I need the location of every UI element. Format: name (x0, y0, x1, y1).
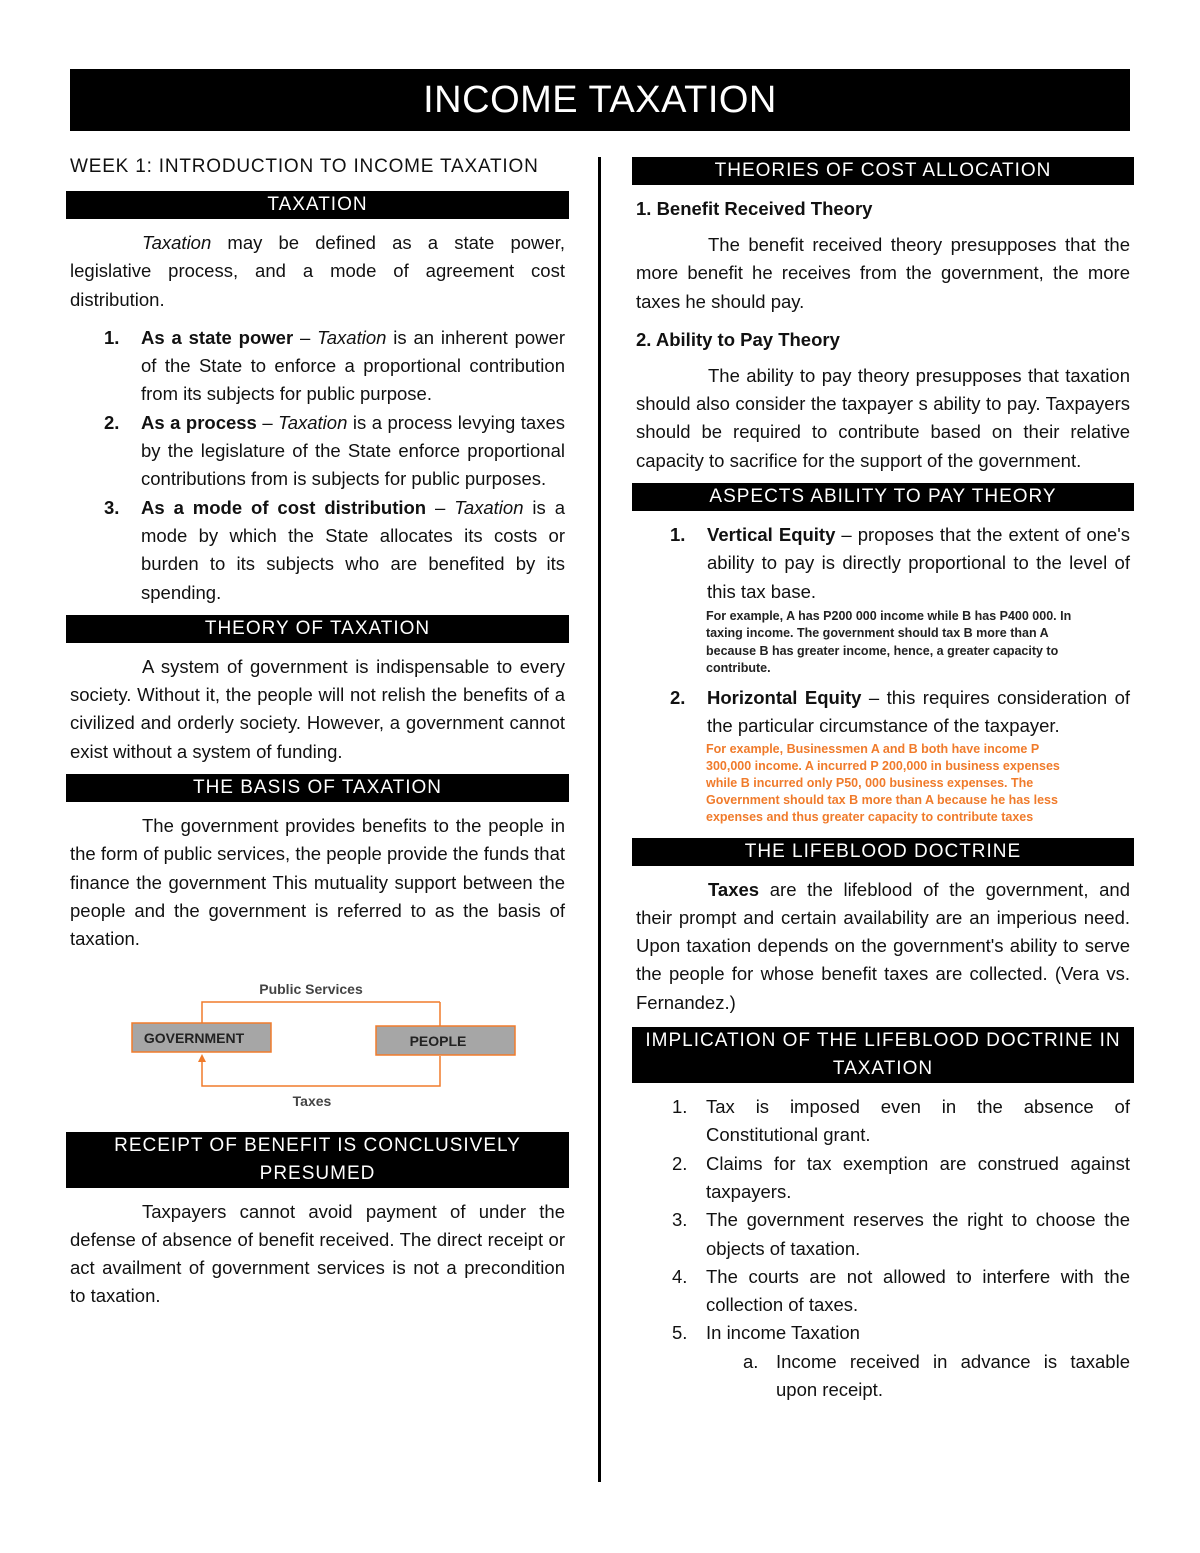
list-number: 2. (672, 1152, 688, 1174)
horizontal-equity-example: For example, Businessmen A and B both have income P 300,000 income. A incurred P 200,000 in business expenses while B incurred only P50, 000 business expenses. The Government should tax B more than A because he has less expenses and thus greater capacity to contribute taxes (706, 741, 1060, 824)
people-label: PEOPLE (409, 1032, 467, 1049)
list-number: 5. (672, 1322, 688, 1344)
list-item-dash: – (293, 326, 318, 348)
list-number: 1. (672, 1096, 688, 1118)
list-number: 2. (104, 411, 120, 433)
left-column (66, 150, 569, 1311)
aspects-list-2 (632, 684, 1134, 741)
list-item-dash: – (426, 496, 455, 518)
arrowhead-to-government (198, 1054, 206, 1062)
section-heading-theory: THEORY OF TAXATION (66, 615, 569, 643)
column-divider (598, 157, 601, 1482)
taxation-list (66, 324, 569, 607)
government-label: GOVERNMENT (143, 1029, 245, 1046)
list-item-title: As a state power (141, 326, 294, 348)
vertical-equity-example: For example, A has P200 000 income while B has P400 000. In taxing income. The government should tax B more than A because B has greater income, hence, a greater capacity to contribute. (706, 608, 1072, 676)
list-item-text: is a mode by which the State allocates its costs or burden to its subjects who are benefited by its spending. (141, 496, 565, 603)
receipt-text: Taxpayers cannot avoid payment of under the defense of absence of benefit received. The direct receipt or act availment of government services is not a precondition to taxation. (70, 1200, 565, 1307)
lifeblood-text (632, 876, 1134, 1017)
list-item (632, 1263, 1134, 1320)
section-heading-taxation: TAXATION (66, 191, 569, 219)
public-services-diagram (66, 974, 569, 1114)
list-item-term: Taxation (278, 411, 348, 433)
list-item-term: Taxation (454, 496, 524, 518)
list-item-text: – this requires consideration of the particular circumstance of the taxpayer. (707, 686, 1130, 737)
right-column (632, 150, 1134, 1404)
basis-text: The government provides benefits to the people in the form of public services, the people provide the funds that finance the government This mutuality support between the people and the government is referred to as the basis of taxation. (70, 815, 565, 950)
list-item (632, 684, 1134, 741)
list-number: 1. (104, 326, 120, 348)
list-item (632, 1150, 1134, 1207)
list-item (632, 1093, 1134, 1150)
list-number: 3. (104, 496, 120, 518)
list-item (66, 324, 569, 409)
benefit-theory-title: 1. Benefit Received Theory (636, 198, 873, 219)
section-heading-implication: IMPLICATION OF THE LIFEBLOOD DOCTRINE IN TAXATION (632, 1027, 1134, 1083)
section-heading-lifeblood: THE LIFEBLOOD DOCTRINE (632, 838, 1134, 866)
list-item-title: Vertical Equity (707, 524, 836, 546)
section-heading-receipt: RECEIPT OF BENEFIT IS CONCLUSIVELY PRESUMED (66, 1132, 569, 1188)
list-item-text: The courts are not allowed to interfere with the collection of taxes. (706, 1265, 1130, 1316)
list-item (632, 1206, 1134, 1263)
ability-theory-text: The ability to pay theory presupposes that taxation should also consider the taxpayer s ability to pay. Taxpayers should be required to contribute based on their relative capacity to sacrifice for the support of the government. (636, 364, 1130, 471)
list-item (632, 521, 1134, 606)
list-item-text: – proposes that the extent of one's ability to pay is directly proportional to the level of this tax base. (707, 524, 1131, 602)
list-item (66, 409, 569, 494)
list-letter: a. (743, 1350, 759, 1372)
taxation-intro-term: Taxation (142, 232, 212, 253)
taxes-arrow (202, 1056, 440, 1086)
list-item (632, 1319, 1134, 1347)
lifeblood-term: Taxes (708, 878, 760, 900)
list-number: 2. (670, 686, 686, 708)
week-title: WEEK 1: INTRODUCTION TO INCOME TAXATION (70, 156, 539, 177)
list-item-text: The government reserves the right to choose the objects of taxation. (706, 1209, 1130, 1259)
diagram-svg (66, 974, 569, 1114)
benefit-theory-text: The benefit received theory presupposes that the more benefit he receives from the government, the more taxes he should pay. (636, 234, 1130, 312)
list-item-title: Horizontal Equity (707, 686, 862, 708)
diagram-bottom-label: Taxes (292, 1092, 332, 1109)
theory-text: A system of government is indispensable to every society. Without it, the people will not relish the benefits of a civilized and orderly society. However, a government cannot exist without a system of funding. (70, 655, 565, 762)
ability-theory-title: 2. Ability to Pay Theory (636, 328, 840, 350)
diagram-top-label: Public Services (259, 980, 363, 997)
list-item-text: is a process levying taxes by the legislature of the State enforce proportional contributions from is subjects for public purposes. (141, 411, 565, 490)
implication-sublist (632, 1348, 1134, 1405)
aspects-list (632, 521, 1134, 606)
taxation-intro (66, 229, 569, 314)
list-number: 3. (672, 1209, 688, 1231)
section-heading-basis: THE BASIS OF TAXATION (66, 774, 569, 802)
list-item-text: In income Taxation (706, 1322, 860, 1344)
list-item-dash: – (256, 411, 279, 433)
list-item-text: is an inherent power of the State to enforce a proportional contribution from its subjects for public purpose. (141, 326, 565, 405)
list-item-text: Tax is imposed even in the absence of Constitutional grant. (706, 1096, 1130, 1146)
implication-list (632, 1093, 1134, 1348)
list-item-term: Taxation (317, 326, 387, 348)
list-item-title: As a process (141, 411, 257, 433)
list-item-text: Income received in advance is taxable upon receipt. (776, 1350, 1130, 1401)
list-item (66, 494, 569, 607)
taxation-intro-text: may be defined as a state power, legislative process, and a mode of agreement cost distribution. (70, 232, 565, 310)
list-item-title: As a mode of cost distribution (141, 496, 427, 518)
lifeblood-body: are the lifeblood of the government, and their prompt and certain availability are an imperious need. Upon taxation depends on the government's ability to serve the people for whose benefit taxes are collected. (Vera vs. Fernandez.) (636, 878, 1130, 1013)
list-item (632, 1348, 1134, 1405)
section-heading-cost-allocation: THEORIES OF COST ALLOCATION (632, 157, 1134, 185)
page-title: INCOME TAXATION (70, 69, 1130, 131)
list-item-text: Claims for tax exemption are construed against taxpayers. (706, 1152, 1130, 1202)
section-heading-aspects: ASPECTS ABILITY TO PAY THEORY (632, 483, 1134, 511)
list-number: 1. (670, 524, 686, 546)
list-number: 4. (672, 1265, 688, 1287)
